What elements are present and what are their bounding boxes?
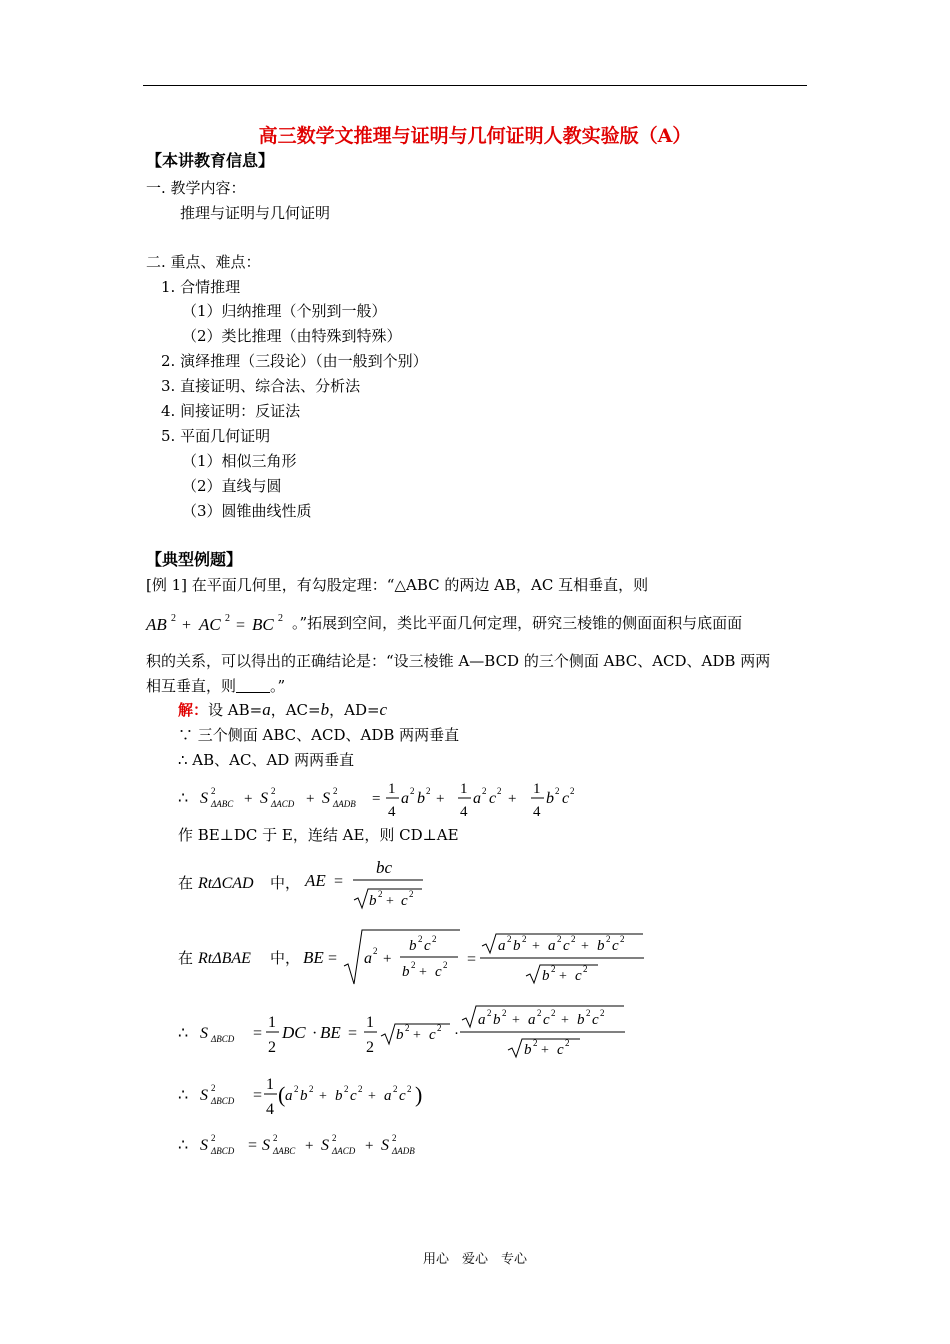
- svg-text:2: 2: [409, 889, 414, 899]
- svg-text:=: =: [372, 791, 381, 807]
- svg-text:4: 4: [388, 804, 396, 820]
- list-item: 2. 演绎推理（三段论）（由一般到个别）: [161, 352, 428, 370]
- svg-text:c: c: [401, 893, 408, 909]
- svg-text:2: 2: [378, 889, 383, 899]
- svg-text:2: 2: [600, 1008, 605, 1018]
- svg-text:+: +: [561, 1013, 569, 1028]
- svg-text:=: =: [236, 617, 246, 634]
- svg-text:2: 2: [507, 934, 512, 944]
- svg-text:BE: BE: [320, 1023, 341, 1042]
- svg-text:2: 2: [211, 786, 216, 796]
- list-item: 3. 直接证明、综合法、分析法: [161, 377, 361, 395]
- svg-text:+: +: [305, 1138, 314, 1154]
- svg-text:c: c: [592, 1012, 599, 1028]
- svg-text:ΔBCD: ΔBCD: [211, 1096, 235, 1106]
- svg-text:2: 2: [551, 964, 556, 974]
- svg-text:b: b: [396, 1027, 404, 1043]
- svg-text:BC: BC: [252, 615, 274, 634]
- svg-text:2: 2: [393, 1084, 398, 1094]
- svg-text:S: S: [262, 1137, 270, 1154]
- svg-text:ΔBCD: ΔBCD: [211, 1146, 235, 1156]
- svg-text:b: b: [369, 893, 377, 909]
- svg-text:b: b: [493, 1012, 501, 1028]
- svg-text:2: 2: [537, 1008, 542, 1018]
- list-item: 4. 间接证明：反证法: [161, 402, 301, 420]
- svg-text:c: c: [489, 790, 497, 807]
- svg-text:a: a: [384, 1088, 392, 1104]
- solution-step: 作 BE⊥DC 于 E，连结 AE，则 CD⊥AE: [178, 826, 459, 844]
- svg-text:+: +: [581, 939, 589, 954]
- svg-text:1: 1: [266, 1076, 274, 1093]
- svg-text:中，: 中，: [270, 951, 301, 967]
- svg-text:a: a: [473, 790, 481, 807]
- list-item: （1）归纳推理（个别到一般）: [182, 302, 387, 320]
- svg-text:S: S: [200, 1137, 208, 1154]
- svg-text:∴: ∴: [178, 1025, 189, 1042]
- solution-step: ∴ AB、AC、AD 两两垂直: [178, 751, 355, 769]
- svg-text:a: a: [478, 1012, 486, 1028]
- svg-text:c: c: [399, 1088, 406, 1104]
- svg-text:+: +: [182, 617, 192, 634]
- svg-text:1: 1: [533, 781, 541, 797]
- svg-text:2: 2: [522, 934, 527, 944]
- svg-text:2: 2: [211, 1083, 216, 1093]
- svg-text:2: 2: [586, 1008, 591, 1018]
- svg-text:+: +: [413, 1028, 421, 1043]
- list-item: 1. 合情推理: [161, 278, 241, 296]
- svg-text:=: =: [467, 951, 477, 968]
- svg-text:1: 1: [268, 1014, 276, 1031]
- svg-text:2: 2: [373, 946, 378, 956]
- svg-text:2: 2: [211, 1133, 216, 1143]
- ae-equation: [178, 856, 438, 912]
- svg-text:+: +: [383, 951, 392, 967]
- svg-text:=: =: [248, 1137, 258, 1154]
- svg-text:ΔBCD: ΔBCD: [211, 1034, 235, 1044]
- svg-text:ΔADB: ΔADB: [392, 1146, 415, 1156]
- svg-text:DC: DC: [282, 1023, 306, 1042]
- svg-text:2: 2: [443, 960, 448, 970]
- svg-text:AE: AE: [305, 871, 326, 890]
- svg-text:∴: ∴: [178, 1087, 189, 1104]
- svg-text:在: 在: [178, 951, 194, 967]
- svg-text:2: 2: [278, 613, 283, 624]
- svg-text:2: 2: [482, 786, 487, 796]
- svg-text:2: 2: [551, 1008, 556, 1018]
- svg-text:b: b: [546, 790, 554, 807]
- svg-text:2: 2: [273, 1133, 278, 1143]
- svg-text:c: c: [562, 790, 570, 807]
- svg-text:=: =: [253, 1025, 263, 1042]
- pythagorean-formula: [146, 608, 296, 636]
- svg-text:+: +: [419, 965, 427, 980]
- header-rule: [143, 85, 807, 86]
- svg-text:+: +: [532, 939, 540, 954]
- svg-text:=: =: [328, 950, 338, 967]
- solution-step: ∵ 三个侧面 ABC、ACD、ADB 两两垂直: [178, 726, 460, 744]
- svg-text:+: +: [365, 1138, 374, 1154]
- answer-blank: [236, 678, 270, 693]
- svg-text:a: a: [364, 950, 372, 967]
- svg-text:2: 2: [171, 613, 176, 624]
- svg-text:2: 2: [606, 934, 611, 944]
- svg-text:2: 2: [309, 1084, 314, 1094]
- svg-text:c: c: [350, 1088, 357, 1104]
- svg-text:S: S: [200, 1087, 208, 1104]
- svg-text:2: 2: [437, 1023, 442, 1033]
- svg-text:b: b: [409, 938, 417, 954]
- svg-text:1: 1: [460, 781, 468, 797]
- svg-text:): ): [415, 1082, 423, 1107]
- svg-text:c: c: [543, 1012, 550, 1028]
- svg-text:4: 4: [460, 804, 468, 820]
- svg-text:c: c: [612, 938, 619, 954]
- example-line: 相互垂直，则 。”: [146, 677, 286, 695]
- svg-text:+: +: [306, 791, 315, 807]
- svg-text:2: 2: [271, 786, 276, 796]
- svg-text:+: +: [436, 791, 445, 807]
- svg-text:S: S: [381, 1137, 389, 1154]
- svg-text:S: S: [321, 1137, 329, 1154]
- solution-label: 解：: [178, 701, 209, 719]
- svg-text:2: 2: [333, 786, 338, 796]
- svg-text:2: 2: [410, 786, 415, 796]
- svg-text:2: 2: [405, 1023, 410, 1033]
- final-conclusion-equation: [178, 1130, 438, 1166]
- svg-text:c: c: [435, 964, 442, 980]
- svg-text:2: 2: [570, 786, 575, 796]
- svg-text:2: 2: [358, 1084, 363, 1094]
- svg-text:ΔABC: ΔABC: [273, 1146, 296, 1156]
- svg-text:2: 2: [294, 1084, 299, 1094]
- svg-text:2: 2: [344, 1084, 349, 1094]
- svg-text:中，: 中，: [270, 876, 301, 892]
- svg-text:c: c: [575, 968, 582, 984]
- svg-text:b: b: [417, 790, 425, 807]
- svg-text:2: 2: [411, 960, 416, 970]
- svg-text:=: =: [334, 873, 344, 890]
- svg-text:2: 2: [432, 934, 437, 944]
- svg-text:=: =: [253, 1087, 263, 1104]
- svg-text:b: b: [513, 938, 521, 954]
- svg-text:·: ·: [312, 1025, 318, 1042]
- svg-text:+: +: [319, 1089, 327, 1104]
- solution-setup: 解：设 AB=a，AC=b，AD=c: [178, 700, 388, 719]
- svg-text:BE: BE: [303, 948, 324, 967]
- svg-text:b: b: [524, 1042, 532, 1058]
- svg-text:(: (: [278, 1082, 286, 1107]
- svg-text:b: b: [300, 1088, 308, 1104]
- svg-text:+: +: [512, 1013, 520, 1028]
- svg-text:2: 2: [555, 786, 560, 796]
- section-header-info: 【本讲教育信息】: [146, 151, 275, 170]
- svg-text:+: +: [386, 894, 394, 909]
- svg-text:a: a: [285, 1088, 293, 1104]
- svg-text:2: 2: [418, 934, 423, 944]
- svg-text:2: 2: [268, 1039, 276, 1056]
- svg-text:2: 2: [497, 786, 502, 796]
- svg-text:1: 1: [388, 781, 396, 797]
- svg-text:AC: AC: [199, 615, 221, 634]
- list-item: （1）相似三角形: [182, 452, 297, 470]
- svg-text:+: +: [508, 791, 517, 807]
- svg-text:在: 在: [178, 876, 194, 892]
- svg-text:2: 2: [407, 1084, 412, 1094]
- svg-text:c: c: [557, 1042, 564, 1058]
- page-footer: 用心 爱心 专心: [422, 1252, 527, 1267]
- svg-text:a: a: [498, 938, 506, 954]
- list-item: （3）圆锥曲线性质: [182, 502, 312, 520]
- svg-text:b: b: [597, 938, 605, 954]
- svg-text:AB: AB: [146, 615, 167, 634]
- svg-text:a: a: [548, 938, 556, 954]
- svg-text:S: S: [200, 1025, 208, 1042]
- svg-text:b: b: [542, 968, 550, 984]
- example-line: 积的关系，可以得出的正确结论是：“设三棱锥 A—BCD 的三个侧面 ABC、ACD、ADB 两两: [146, 652, 771, 670]
- svg-text:+: +: [541, 1043, 549, 1058]
- svg-text:S: S: [260, 790, 268, 807]
- svg-text:·: ·: [454, 1026, 459, 1042]
- content-text: 推理与证明与几何证明: [180, 204, 331, 222]
- svg-text:+: +: [368, 1089, 376, 1104]
- svg-text:2: 2: [366, 1039, 374, 1056]
- svg-text:=: =: [348, 1025, 358, 1042]
- svg-text:2: 2: [487, 1008, 492, 1018]
- svg-text:4: 4: [533, 804, 541, 820]
- svg-text:a: a: [528, 1012, 536, 1028]
- svg-text:RtΔCAD: RtΔCAD: [198, 875, 254, 892]
- svg-text:2: 2: [225, 613, 230, 624]
- be-equation: [178, 926, 658, 990]
- svg-text:S: S: [200, 790, 208, 807]
- svg-text:2: 2: [571, 934, 576, 944]
- sbcd-squared-equation: [178, 1072, 458, 1122]
- svg-text:+: +: [244, 791, 253, 807]
- svg-text:c: c: [424, 938, 431, 954]
- svg-text:b: b: [335, 1088, 343, 1104]
- svg-text:bc: bc: [376, 858, 393, 877]
- svg-text:4: 4: [266, 1101, 274, 1118]
- list-item: 5. 平面几何证明: [161, 427, 271, 445]
- svg-text:1: 1: [366, 1014, 374, 1031]
- sbcd-equation: [178, 1000, 638, 1066]
- svg-text:2: 2: [620, 934, 625, 944]
- example-line: 。”拓展到空间，类比平面几何定理，研究三棱锥的侧面面积与底面面: [292, 614, 743, 632]
- svg-text:∴: ∴: [178, 1137, 189, 1154]
- example-line: [例 1] 在平面几何里，有勾股定理：“△ABC 的两边 AB，AC 互相垂直，则: [146, 576, 649, 594]
- svg-text:c: c: [563, 938, 570, 954]
- svg-text:b: b: [577, 1012, 585, 1028]
- svg-text:S: S: [322, 790, 330, 807]
- svg-text:∴: ∴: [178, 790, 189, 807]
- svg-text:2: 2: [426, 786, 431, 796]
- svg-text:b: b: [402, 964, 410, 980]
- svg-text:a: a: [401, 790, 409, 807]
- svg-text:ΔADB: ΔADB: [333, 799, 356, 809]
- svg-text:RtΔBAE: RtΔBAE: [198, 950, 251, 967]
- svg-text:2: 2: [533, 1038, 538, 1048]
- list-item: （2）直线与圆: [182, 477, 282, 495]
- svg-text:+: +: [559, 969, 567, 984]
- list-item: （2）类比推理（由特殊到特殊）: [182, 327, 402, 345]
- svg-text:2: 2: [392, 1133, 397, 1143]
- svg-text:ΔACD: ΔACD: [271, 799, 295, 809]
- svg-text:2: 2: [332, 1133, 337, 1143]
- key-points-label: 二. 重点、难点：: [146, 253, 261, 271]
- svg-text:2: 2: [583, 964, 588, 974]
- svg-text:c: c: [429, 1027, 436, 1043]
- document-title: 高三数学文推理与证明与几何证明人教实验版（A）: [258, 125, 692, 147]
- content-label: 一. 教学内容：: [146, 179, 246, 197]
- svg-text:2: 2: [565, 1038, 570, 1048]
- svg-text:ΔACD: ΔACD: [332, 1146, 356, 1156]
- svg-text:ΔABC: ΔABC: [211, 799, 234, 809]
- svg-text:2: 2: [557, 934, 562, 944]
- section-header-examples: 【典型例题】: [146, 550, 243, 569]
- svg-text:2: 2: [502, 1008, 507, 1018]
- area-squares-equation: [178, 774, 598, 822]
